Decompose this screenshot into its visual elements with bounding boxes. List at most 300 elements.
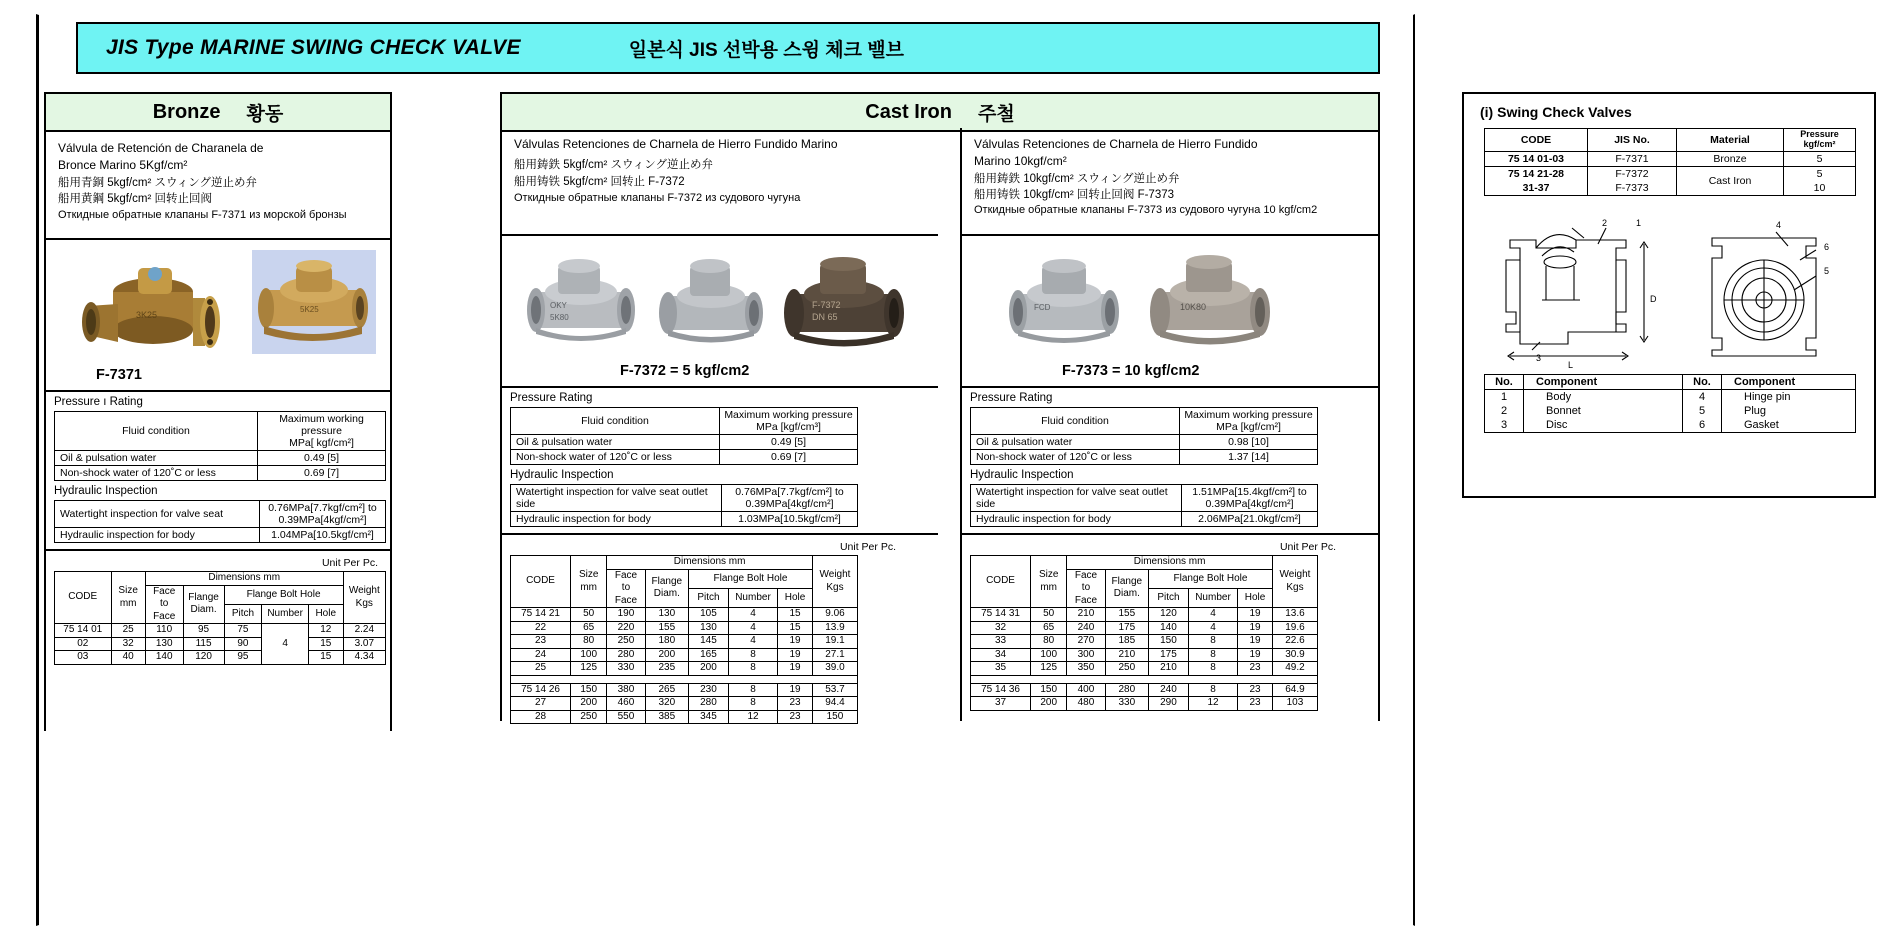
table-row (1485, 166, 1856, 181)
cell-code: 31-37 (1485, 181, 1588, 196)
cell-number: 4 (728, 608, 777, 622)
table-row (971, 485, 1318, 512)
cell-flange: 175 (1105, 621, 1148, 635)
cell-weight: 103 (1272, 697, 1317, 711)
desc-line-3: 船用鋳鉄 5kgf/cm² スウィング逆止め弁 (514, 159, 714, 172)
cell-number: 12 (728, 710, 777, 724)
cell-flange: 385 (645, 710, 688, 724)
swing-check-valves-info-box (1462, 92, 1876, 498)
dim-header-code: CODE (971, 556, 1031, 608)
cell-pitch: 345 (689, 710, 729, 724)
comp-header-no: No. (1485, 374, 1524, 389)
cell-face: 220 (607, 621, 645, 635)
cell-number: 4 (728, 621, 777, 635)
cell-flange: 265 (645, 683, 688, 697)
table-row (55, 501, 386, 528)
desc-line-4: 船用黄鋼 5kgf/cm² 回转止回阀 (58, 193, 212, 206)
desc-line-5: Откидные обратные клапаны F-7371 из морской бронзы (58, 209, 347, 222)
dim-header-flange-diam: Flange Diam. (183, 585, 224, 624)
cell-number: 12 (1188, 697, 1237, 711)
cell-number: 8 (728, 697, 777, 711)
cell-flange: 155 (645, 621, 688, 635)
cell-size: 50 (571, 608, 607, 622)
cell-weight: 4.34 (343, 651, 385, 665)
dim-header-face: Face to Face (607, 569, 645, 608)
cell-fluid: Non-shock water of 120˚C or less (971, 450, 1180, 465)
cell-code: 22 (511, 621, 571, 635)
dim-header-pitch: Pitch (1149, 588, 1189, 607)
cell-pitch: 280 (689, 697, 729, 711)
desc-line-5: Откидные обратные клапаны F-7372 из судового чугуна (514, 191, 801, 204)
cell-value: 0.76MPa[7.7kgf/cm²] to 0.39MPa[4kgf/cm²] (260, 501, 386, 528)
cell-number: 8 (1188, 635, 1237, 649)
dim-header-flange-diam: Flange Diam. (1105, 569, 1148, 608)
column-header-kr: 황동 (246, 103, 284, 125)
cell-component: Body (1524, 389, 1683, 404)
table-row (971, 450, 1318, 465)
page-title-bar (76, 22, 1380, 74)
cell-code: 23 (511, 635, 571, 649)
table-row (511, 435, 858, 450)
dim-header-dimensions: Dimensions mm (1067, 556, 1273, 570)
info-box-title: (i) Swing Check Valves (1480, 104, 1632, 120)
cell-size: 200 (1031, 697, 1067, 711)
cell-face: 130 (145, 637, 183, 651)
table-row (1485, 151, 1856, 166)
dim-header-code: CODE (55, 572, 112, 624)
cell-number: 4 (262, 624, 309, 665)
cell-code: 33 (971, 635, 1031, 649)
cell-value: 0.76MPa[7.7kgf/cm²] to 0.39MPa[4kgf/cm²] (722, 485, 858, 512)
dim-header-number: Number (1188, 588, 1237, 607)
cell-size: 150 (1031, 683, 1067, 697)
cell-value: 2.06MPa[21.0kgf/cm²] (1182, 512, 1318, 527)
cell-pressure: 0.98 [10] (1180, 435, 1318, 450)
dim-header-size: Size mm (111, 572, 145, 624)
cell-code: 32 (971, 621, 1031, 635)
cell-flange: 200 (645, 648, 688, 662)
description-f7372 (500, 128, 938, 236)
cell-pressure: 1.37 [14] (1180, 450, 1318, 465)
pressure-header-max: Maximum working pressure MPa[ kgf/cm²] (258, 412, 386, 451)
table-row (55, 451, 386, 466)
cell-pitch: 175 (1149, 648, 1189, 662)
product-image-row-f7372 (500, 236, 938, 388)
description-f7373 (960, 128, 1380, 236)
cell-pitch: 210 (1149, 662, 1189, 676)
desc-line-1: Válvula de Retención de Charanela de (58, 141, 264, 155)
cell-hole: 15 (778, 608, 813, 622)
cell-value: 1.04MPa[10.5kgf/cm²] (260, 528, 386, 543)
cell-flange: 115 (183, 637, 224, 651)
desc-line-5: Откидные обратные клапаны F-7373 из судового чугуна 10 kgf/cm2 (974, 204, 1318, 217)
pressure-rating-title: Pressure Rating (510, 392, 593, 404)
table-row (55, 651, 386, 665)
cell-no: 2 (1485, 404, 1524, 418)
unit-per-pc-label: Unit Per Pc. (1279, 541, 1336, 554)
cell-fluid: Oil & pulsation water (55, 451, 258, 466)
cell-size: 40 (111, 651, 145, 665)
cell-pressure: 0.69 [7] (258, 466, 386, 481)
cell-face: 140 (145, 651, 183, 665)
table-row (971, 648, 1318, 662)
cell-fluid: Oil & pulsation water (511, 435, 720, 450)
component-list-table (1484, 374, 1856, 433)
dim-header-dimensions: Dimensions mm (607, 556, 813, 570)
cell-code: 24 (511, 648, 571, 662)
drawing-label-1: 1 (1636, 217, 1642, 228)
svg-text:3K25: 3K25 (136, 310, 158, 320)
bronze-valve-photo-2 (252, 250, 376, 354)
cell-pitch: 145 (689, 635, 729, 649)
cell-face: 210 (1067, 608, 1105, 622)
cell-weight: 150 (812, 710, 857, 724)
cell-weight: 13.6 (1272, 608, 1317, 622)
cell-code: 75 14 21-28 (1485, 166, 1588, 181)
cell-code: 75 14 01-03 (1485, 151, 1588, 166)
cell-pressure: 0.69 [7] (720, 450, 858, 465)
cell-hole: 15 (778, 621, 813, 635)
table-row (511, 697, 858, 711)
column-f7373 (960, 128, 1380, 721)
cell-hole: 12 (308, 624, 343, 638)
cell-hole: 19 (778, 648, 813, 662)
comp-header-no-2: No. (1683, 374, 1722, 389)
dimension-table-f7373 (970, 555, 1318, 711)
table-row (971, 662, 1318, 676)
cell-component: Bonnet (1524, 404, 1683, 418)
cell-hole: 19 (778, 635, 813, 649)
dim-header-number: Number (262, 604, 309, 623)
dim-header-code: CODE (511, 556, 571, 608)
drawing-label-6: 6 (1824, 241, 1830, 252)
pressure-section-f7372 (500, 388, 938, 535)
cell-weight: 19.6 (1272, 621, 1317, 635)
table-row (511, 662, 858, 676)
cell-size: 125 (571, 662, 607, 676)
part-number-f7372: F-7372 = 5 kgf/cm2 (620, 363, 750, 379)
column-bronze (44, 92, 392, 731)
table-row (971, 683, 1318, 697)
code-header-material: Material (1677, 129, 1784, 152)
part-number-f7373: F-7373 = 10 kgf/cm2 (1062, 363, 1200, 379)
column-header-en: Bronze (152, 100, 221, 123)
unit-per-pc-label: Unit Per Pc. (839, 541, 896, 554)
svg-text:10K80: 10K80 (1180, 302, 1207, 312)
bronze-valve-photo-1 (58, 246, 238, 366)
svg-text:DN 65: DN 65 (812, 312, 838, 322)
cell-inspection: Watertight inspection for valve seat (55, 501, 260, 528)
table-row (511, 512, 858, 527)
cell-jis: F-7373 (1588, 181, 1677, 196)
desc-line-3: 船用青銅 5kgf/cm² スウィング逆止め弁 (58, 176, 258, 189)
cell-size: 65 (1031, 621, 1067, 635)
dim-header-weight: Weight Kgs (1272, 556, 1317, 608)
cell-hole: 23 (778, 710, 813, 724)
cell-flange: 235 (645, 662, 688, 676)
cell-face: 350 (1067, 662, 1105, 676)
hydraulic-title: Hydraulic Inspection (54, 485, 158, 498)
cell-face: 480 (1067, 697, 1105, 711)
cell-weight: 3.07 (343, 637, 385, 651)
cell-pitch: 230 (689, 683, 729, 697)
cell-flange: 120 (183, 651, 224, 665)
cell-flange: 185 (1105, 635, 1148, 649)
cell-hole: 19 (778, 683, 813, 697)
desc-line-4: 船用铸铁 5kgf/cm² 回转止 F-7372 (514, 176, 685, 189)
dimension-table-f7372 (510, 555, 858, 724)
dim-header-pitch: Pitch (224, 604, 262, 623)
cell-flange: 330 (1105, 697, 1148, 711)
cell-component-2: Plug (1722, 404, 1856, 418)
cell-code: 75 14 01 (55, 624, 112, 638)
cell-code: 75 14 31 (971, 608, 1031, 622)
dim-header-hole: Hole (308, 604, 343, 623)
hydraulic-table-f7372 (510, 484, 858, 527)
cell-flange: 95 (183, 624, 224, 638)
cell-jis: F-7372 (1588, 166, 1677, 181)
code-header-jis: JIS No. (1588, 129, 1677, 152)
comp-header-component: Component (1524, 374, 1683, 389)
hydraulic-title: Hydraulic Inspection (970, 469, 1074, 482)
cell-hole: 19 (1238, 621, 1273, 635)
cell-pressure: 10 (1784, 181, 1856, 196)
drawing-label-3: 3 (1536, 352, 1542, 363)
cell-size: 100 (1031, 648, 1067, 662)
cell-material: Bronze (1677, 151, 1784, 166)
pressure-table-f7373 (970, 407, 1318, 465)
pressure-table-bronze (54, 411, 386, 481)
dimension-table-bronze (54, 571, 386, 665)
cell-size: 150 (571, 683, 607, 697)
cell-pitch: 200 (689, 662, 729, 676)
cell-value: 1.03MPa[10.5kgf/cm²] (722, 512, 858, 527)
pressure-section-bronze (44, 392, 392, 551)
cell-pitch: 240 (1149, 683, 1189, 697)
pressure-section-f7373 (960, 388, 1380, 535)
dim-header-weight: Weight Kgs (343, 572, 385, 624)
column-header-en: Cast Iron (865, 100, 952, 123)
cell-pressure: 5 (1784, 166, 1856, 181)
cell-pitch: 140 (1149, 621, 1189, 635)
cell-number: 4 (728, 635, 777, 649)
cell-code: 03 (55, 651, 112, 665)
dimension-section-f7373 (960, 535, 1380, 721)
cell-pitch: 130 (689, 621, 729, 635)
dim-header-bolt-hole: Flange Bolt Hole (689, 569, 813, 588)
cell-component: Disc (1524, 418, 1683, 433)
cell-size: 250 (571, 710, 607, 724)
comp-header-component-2: Component (1722, 374, 1856, 389)
cell-pitch: 165 (689, 648, 729, 662)
table-row (511, 608, 858, 622)
description-bronze (44, 132, 392, 240)
cell-hole: 23 (1238, 683, 1273, 697)
code-header-code: CODE (1485, 129, 1588, 152)
dim-header-pitch: Pitch (689, 588, 729, 607)
cell-flange: 210 (1105, 648, 1148, 662)
hydraulic-table-bronze (54, 500, 386, 543)
cell-fluid: Oil & pulsation water (971, 435, 1180, 450)
cell-hole: 19 (1238, 608, 1273, 622)
cell-face: 250 (607, 635, 645, 649)
cell-pitch: 105 (689, 608, 729, 622)
cell-inspection: Watertight inspection for valve seat outlet side (971, 485, 1182, 512)
cell-flange: 320 (645, 697, 688, 711)
cell-weight: 94.4 (812, 697, 857, 711)
desc-line-2: Bronce Marino 5Kgf/cm² (58, 158, 188, 173)
table-row (55, 466, 386, 481)
cell-size: 200 (571, 697, 607, 711)
cell-inspection: Hydraulic inspection for body (971, 512, 1182, 527)
drawing-label-5: 5 (1824, 265, 1830, 276)
cell-no: 3 (1485, 418, 1524, 433)
table-row (971, 608, 1318, 622)
cell-pitch: 75 (224, 624, 262, 638)
desc-line-1: Válvulas Retenciones de Charnela de Hierro Fundido (974, 137, 1258, 151)
desc-line-3: 船用鋳鉄 10kgf/cm² スウィング逆止め弁 (974, 172, 1180, 185)
cell-jis: F-7371 (1588, 151, 1677, 166)
table-row (511, 635, 858, 649)
dim-header-face: Face to Face (145, 585, 183, 624)
cell-material: Cast Iron (1677, 166, 1784, 195)
table-row (511, 621, 858, 635)
cell-inspection: Watertight inspection for valve seat outlet side (511, 485, 722, 512)
desc-line-1: Válvulas Retenciones de Charnela de Hierro Fundido Marino (514, 137, 838, 151)
hydraulic-table-f7373 (970, 484, 1318, 527)
cell-number: 8 (1188, 662, 1237, 676)
table-row (55, 624, 386, 638)
cell-hole: 15 (308, 651, 343, 665)
page-title-korean: 일본식 JIS 선박용 스윙 체크 밸브 (628, 39, 904, 61)
cell-inspection: Hydraulic inspection for body (55, 528, 260, 543)
table-row (971, 512, 1318, 527)
cell-pitch: 150 (1149, 635, 1189, 649)
table-row (1485, 418, 1856, 433)
dim-header-weight: Weight Kgs (812, 556, 857, 608)
dimension-section-bronze (44, 551, 392, 731)
cell-code: 28 (511, 710, 571, 724)
column-header-bronze (44, 92, 392, 132)
svg-text:FCD: FCD (1034, 303, 1051, 312)
cell-weight: 19.1 (812, 635, 857, 649)
pressure-rating-title: Pressure ı Rating (54, 396, 143, 408)
page-title-english: JIS Type MARINE SWING CHECK VALVE (106, 36, 521, 59)
cell-flange: 155 (1105, 608, 1148, 622)
cell-code: 37 (971, 697, 1031, 711)
column-header-cast-iron (500, 92, 1380, 132)
cell-face: 270 (1067, 635, 1105, 649)
desc-line-4: 船用铸铁 10kgf/cm² 回转止回阀 F-7373 (974, 189, 1175, 202)
cell-number: 8 (728, 683, 777, 697)
pressure-header-fluid: Fluid condition (55, 412, 258, 451)
drawing-label-2: 2 (1602, 217, 1608, 228)
cell-face: 280 (607, 648, 645, 662)
cell-size: 80 (571, 635, 607, 649)
cell-weight: 27.1 (812, 648, 857, 662)
cell-pitch: 120 (1149, 608, 1189, 622)
table-row (971, 435, 1318, 450)
cell-face: 330 (607, 662, 645, 676)
cell-weight: 2.24 (343, 624, 385, 638)
drawing-label-D: D (1650, 293, 1657, 304)
cell-face: 190 (607, 608, 645, 622)
cell-pressure: 0.49 [5] (720, 435, 858, 450)
cell-code: 35 (971, 662, 1031, 676)
cell-pitch: 90 (224, 637, 262, 651)
cell-no: 1 (1485, 389, 1524, 404)
cell-face: 460 (607, 697, 645, 711)
cell-hole: 15 (308, 637, 343, 651)
valve-technical-drawing (1464, 204, 1874, 370)
column-header-kr: 주철 (977, 103, 1015, 125)
table-row (971, 621, 1318, 635)
dim-header-flange-diam: Flange Diam. (645, 569, 688, 608)
cell-hole: 19 (1238, 648, 1273, 662)
dim-header-bolt-hole: Flange Bolt Hole (1149, 569, 1273, 588)
code-reference-table (1484, 128, 1856, 196)
column-f7372 (500, 128, 938, 721)
cell-weight: 64.9 (1272, 683, 1317, 697)
cell-hole: 23 (778, 697, 813, 711)
cell-face: 110 (145, 624, 183, 638)
cell-fluid: Non-shock water of 120˚C or less (55, 466, 258, 481)
cell-face: 240 (1067, 621, 1105, 635)
dim-header-size: Size mm (571, 556, 607, 608)
cell-weight: 53.7 (812, 683, 857, 697)
cell-code: 27 (511, 697, 571, 711)
cell-face: 300 (1067, 648, 1105, 662)
svg-text:OKY: OKY (550, 301, 567, 310)
cell-number: 8 (728, 648, 777, 662)
cell-weight: 9.06 (812, 608, 857, 622)
cell-size: 25 (111, 624, 145, 638)
cell-fluid: Non-shock water of 120˚C or less (511, 450, 720, 465)
table-row (55, 637, 386, 651)
table-row (55, 528, 386, 543)
cell-hole: 19 (1238, 635, 1273, 649)
cell-code: 75 14 36 (971, 683, 1031, 697)
cell-number: 8 (1188, 683, 1237, 697)
table-row (1485, 404, 1856, 418)
pressure-header-fluid: Fluid condition (971, 408, 1180, 435)
cell-flange: 130 (645, 608, 688, 622)
table-row (511, 683, 858, 697)
cell-size: 80 (1031, 635, 1067, 649)
table-row (511, 710, 858, 724)
cell-component-2: Gasket (1722, 418, 1856, 433)
cell-pressure: 5 (1784, 151, 1856, 166)
cast-iron-valve-photos-f7373 (992, 240, 1312, 358)
cell-flange: 280 (1105, 683, 1148, 697)
cell-code: 34 (971, 648, 1031, 662)
cell-number: 4 (1188, 608, 1237, 622)
drawing-label-L: L (1568, 359, 1574, 370)
cell-code: 02 (55, 637, 112, 651)
cell-code: 75 14 21 (511, 608, 571, 622)
cell-inspection: Hydraulic inspection for body (511, 512, 722, 527)
pressure-table-f7372 (510, 407, 858, 465)
product-image-row-bronze (44, 240, 392, 392)
pressure-rating-title: Pressure Rating (970, 392, 1053, 404)
cell-pressure: 0.49 [5] (258, 451, 386, 466)
code-header-pressure: Pressure kgf/cm² (1784, 129, 1856, 152)
cell-number: 8 (1188, 648, 1237, 662)
pressure-header-max: Maximum working pressure MPa [kgf/cm²] (1180, 408, 1318, 435)
cell-size: 65 (571, 621, 607, 635)
cell-value: 1.51MPa[15.4kgf/cm²] to 0.39MPa[4kgf/cm²] (1182, 485, 1318, 512)
desc-line-2: Marino 10kgf/cm² (974, 154, 1067, 169)
